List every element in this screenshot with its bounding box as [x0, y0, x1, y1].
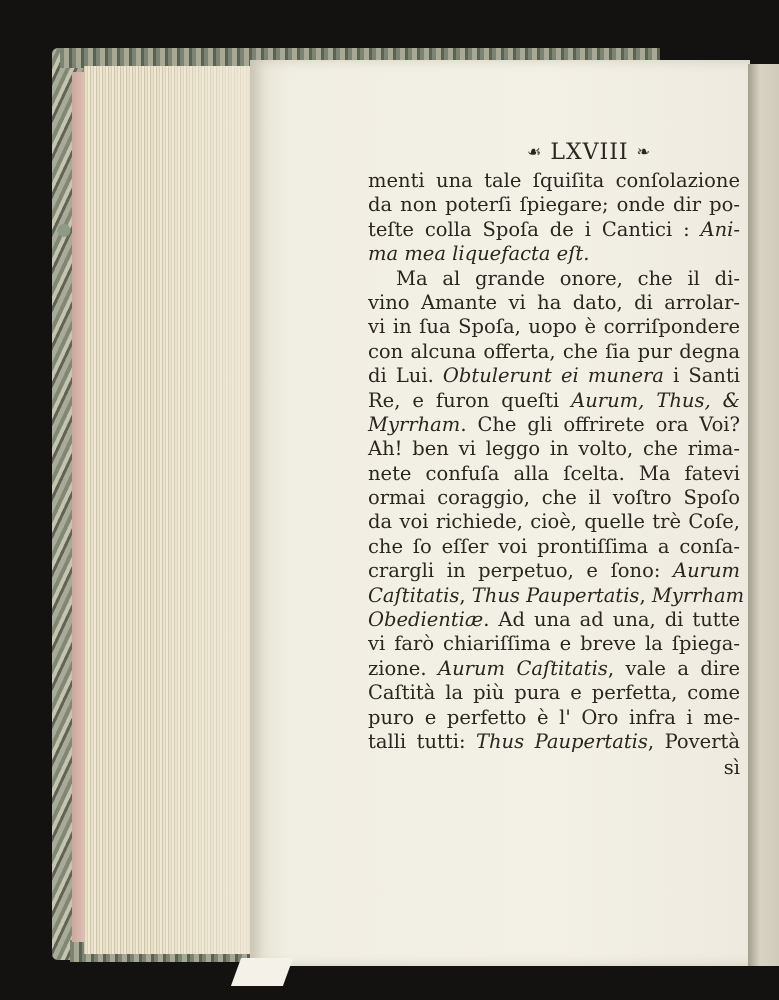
- text-lines: [368, 169, 745, 754]
- italic-text: Aurum Caſtitatis: [438, 656, 608, 680]
- catchword: sì: [723, 756, 740, 780]
- text-line: [368, 657, 740, 681]
- italic-text: Obtulerunt ei munera: [442, 364, 664, 388]
- italic-text: Ani-: [700, 217, 740, 241]
- running-head: [438, 140, 740, 165]
- text-segment: Ah! ben vi leggo in volto, che rima-: [368, 437, 740, 461]
- text-segment: teſte colla Spoſa de i Cantici :: [368, 217, 701, 241]
- text-segment: Caſtità la più pura e perfetta, come: [368, 681, 740, 705]
- italic-text: Thus Paupertatis: [475, 729, 648, 753]
- text-segment: zione.: [368, 656, 438, 680]
- text-segment: nete confuſa alla ſcelta. Ma fatevi: [368, 461, 740, 485]
- italic-text: Myrrham: [651, 583, 745, 607]
- italic-text: Thus Paupertatis: [471, 583, 640, 607]
- text-segment: , Povertà: [647, 729, 740, 753]
- text-segment: con alcuna offerta, che ſia pur degna: [368, 339, 740, 363]
- page-numeral: LXVIII: [550, 140, 629, 165]
- text-segment: i Santi: [663, 364, 741, 388]
- text-segment: puro e perfetto è l' Oro infra i me-: [368, 705, 740, 729]
- text-segment: ormai coraggio, che il voſtro Spoſo: [368, 486, 740, 510]
- text-segment: vi farò chiariſſima e breve la ſpiega-: [368, 632, 740, 656]
- italic-text: Myrrham: [368, 412, 461, 436]
- text-segment: di Lui.: [368, 364, 443, 388]
- text-line: [368, 510, 740, 534]
- text-segment: . Che gli offrirete ora Voi?: [460, 412, 740, 436]
- italic-text: Obedientiæ: [368, 608, 484, 632]
- text-line: [368, 535, 740, 559]
- text-line: [368, 267, 740, 291]
- text-segment: crargli in perpetuo, e ſono:: [368, 559, 673, 583]
- text-segment: Re, e furon queſti: [368, 388, 572, 412]
- text-line: [368, 193, 740, 217]
- italic-text: Aurum, Thus, &: [571, 388, 740, 412]
- text-segment: da non poterſi ſpiegare; onde dir po-: [368, 193, 740, 217]
- text-segment: menti una tale ſquiſita conſolazione: [368, 169, 740, 192]
- ornament-left-icon: ☙: [527, 142, 543, 161]
- page-text: [368, 140, 745, 780]
- text-line: [368, 218, 740, 242]
- text-line: [368, 608, 740, 632]
- text-segment: Ma al grande onore, che il di-: [396, 266, 740, 290]
- text-line: [368, 486, 740, 510]
- text-line: [368, 389, 740, 413]
- text-segment: talli tutti:: [368, 729, 476, 753]
- italic-text: Caſtitatis: [368, 583, 460, 607]
- ornament-right-icon: ❧: [636, 142, 651, 161]
- italic-text: Aurum: [672, 559, 740, 583]
- text-segment: vi in ſua Spoſa, uopo è corriſpondere: [368, 315, 740, 339]
- text-line: [368, 706, 740, 730]
- text-line: [368, 681, 740, 705]
- text-line: [368, 364, 740, 388]
- text-segment: . Ad una ad una, di tutte: [483, 608, 740, 632]
- text-line: [368, 632, 740, 656]
- text-line: [368, 169, 740, 193]
- italic-text: ma mea liquefacta eſt.: [368, 242, 590, 266]
- text-segment: ,: [639, 583, 652, 607]
- text-segment: vino Amante vi ha dato, di arrolar-: [368, 290, 740, 314]
- text-line: [368, 340, 740, 364]
- text-segment: , vale a dire: [607, 656, 741, 680]
- text-line: [368, 462, 740, 486]
- text-line: [368, 315, 740, 339]
- text-segment: da voi richiede, cioè, quelle trè Coſe,: [368, 510, 740, 534]
- text-line: [368, 413, 740, 437]
- text-line: [368, 291, 740, 315]
- text-segment: che ſo eſſer voi prontiſſima a conſa-: [368, 534, 740, 558]
- paper-slip: [231, 958, 293, 986]
- right-page-edge: [748, 64, 779, 966]
- text-segment: ,: [459, 583, 472, 607]
- text-line: [368, 730, 740, 754]
- text-line: [368, 583, 745, 608]
- page-block-shade: [150, 66, 256, 954]
- text-line: [368, 559, 740, 583]
- text-line: [368, 242, 740, 266]
- text-line: [368, 437, 740, 461]
